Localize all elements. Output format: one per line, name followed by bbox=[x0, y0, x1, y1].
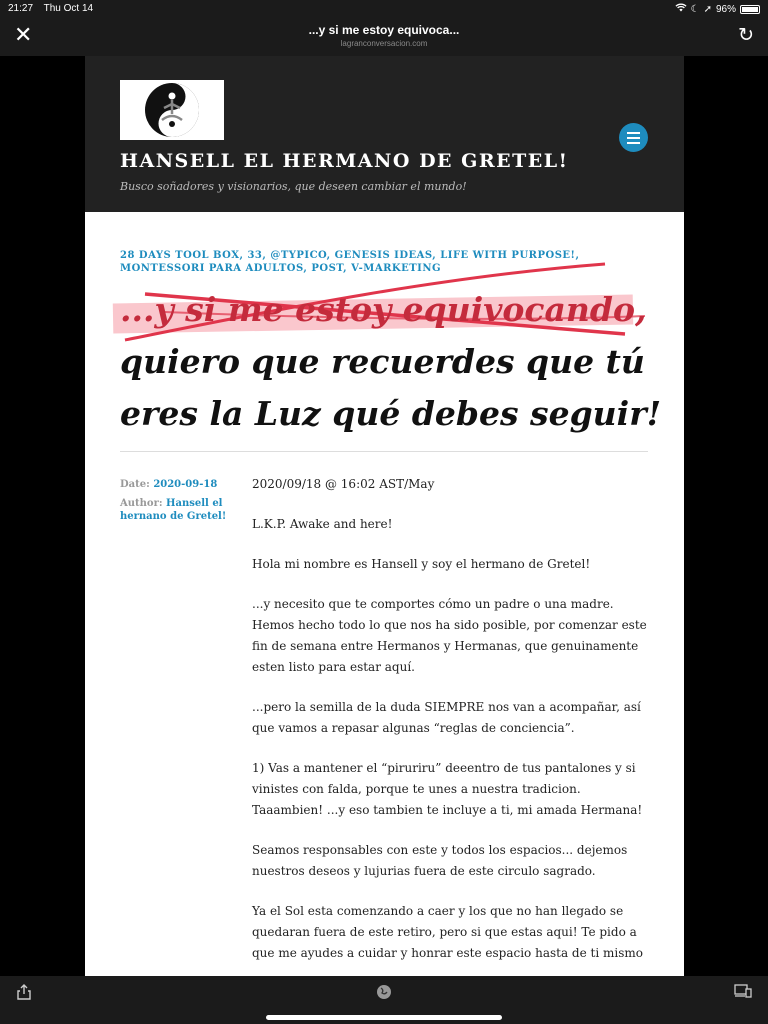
battery-icon bbox=[740, 5, 760, 14]
site-header bbox=[85, 56, 684, 212]
post-meta bbox=[120, 478, 240, 523]
close-icon[interactable]: ✕ bbox=[14, 23, 33, 48]
post-title-line-1: ...y si me estoy equivocando, bbox=[120, 290, 647, 329]
battery-percent: 96% bbox=[715, 3, 736, 15]
title-divider bbox=[120, 451, 648, 452]
hamburger-menu-icon[interactable] bbox=[619, 123, 648, 152]
browser-url[interactable]: lagranconversacion.com bbox=[340, 39, 428, 48]
home-indicator[interactable] bbox=[266, 1015, 502, 1020]
post-author bbox=[120, 497, 240, 523]
category-links[interactable]: 28 DAYS TOOL BOX, 33, @TYPICO, GENESIS IDEAS, LIFE WITH PURPOSE!, MONTESSORI PARA ADULTOS, POST, V-MARKETING bbox=[120, 250, 580, 274]
content-paragraph: 1) Vas a mantener el “piruriru” deeentro de tus pantalones y si vinistes con falda, porque te unes a nuestra tradicion. Taaambien! ...y eso tambien te incluye a ti, mi amada Hermana! bbox=[252, 761, 643, 817]
status-time: 21:27 bbox=[8, 3, 34, 14]
share-icon[interactable] bbox=[17, 984, 31, 1004]
browser-page-title: ...y si me estoy equivoca... bbox=[308, 23, 460, 37]
status-bar bbox=[0, 0, 768, 18]
moon-icon: ☾ bbox=[690, 3, 700, 15]
post-title bbox=[120, 284, 660, 440]
post-date bbox=[120, 478, 240, 491]
post-content bbox=[252, 474, 652, 976]
status-date: Thu Oct 14 bbox=[43, 3, 94, 14]
post-title-line-3: eres la Luz qué debes seguir! bbox=[120, 394, 662, 433]
site-title[interactable]: HANSELL EL HERMANO DE GRETEL! bbox=[120, 150, 569, 172]
browser-toolbar bbox=[0, 976, 768, 1024]
post-title-line-2: quiero que recuerdes que tú bbox=[120, 342, 645, 381]
reload-icon[interactable]: ↻ bbox=[738, 24, 754, 46]
location-arrow-icon: ➚ bbox=[703, 3, 712, 15]
meditation-logo-icon bbox=[142, 82, 202, 138]
site-description: Busco soñadores y visionarios, que deseen cambiar el mundo! bbox=[120, 180, 467, 193]
globe-icon[interactable] bbox=[376, 984, 392, 1004]
site-logo[interactable] bbox=[120, 80, 224, 140]
device-icon[interactable] bbox=[734, 984, 752, 1002]
content-paragraph: ...pero la semilla de la duda SIEMPRE nos van a acompañar, así que vamos a repasar algunas “reglas de conciencia”. bbox=[252, 700, 641, 735]
content-paragraph: Hola mi nombre es Hansell y soy el hermano de Gretel! bbox=[252, 557, 591, 571]
wifi-icon bbox=[675, 3, 687, 15]
browser-nav-bar bbox=[0, 18, 768, 56]
content-paragraph: Seamos responsables con este y todos los espacios... dejemos nuestros deseos y lujurias fuera de este circulo sagrado. bbox=[252, 843, 628, 878]
author-label: Author: bbox=[120, 498, 163, 509]
date-label: Date: bbox=[120, 479, 150, 490]
web-page bbox=[85, 56, 684, 976]
date-link[interactable]: 2020-09-18 bbox=[153, 479, 218, 490]
content-paragraph: Ya el Sol esta comenzando a caer y los que no han llegado se quedaran fuera de este retiro, pero si que estas aqui! Te pido a que me ayudes a cuidar y honrar este espacio hasta de ti mismo bbox=[252, 904, 643, 960]
content-paragraph: L.K.P. Awake and here! bbox=[252, 517, 393, 531]
content-paragraph: ...y necesito que te comportes cómo un padre o una madre. Hemos hecho todo lo que nos ha sido posible, por comenzar este fin de semana entre Hermanos y Hermanas, que genuinamente esten listo para estar aquí. bbox=[252, 597, 647, 674]
author-link[interactable]: Hansell el hernano de Gretel! bbox=[120, 498, 227, 522]
content-paragraph: 2020/09/18 @ 16:02 AST/May bbox=[252, 477, 435, 491]
